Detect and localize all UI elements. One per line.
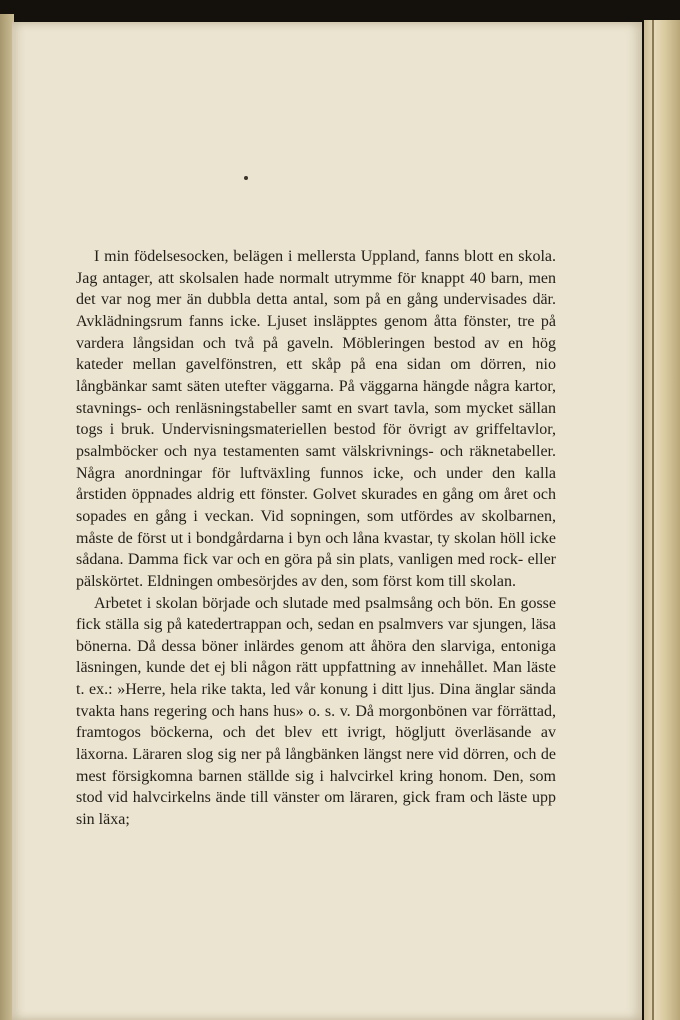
paragraph-2: Arbetet i skolan började och slutade med psalmsång och bön. En gosse fick ställa sig på katedertrappan och, sedan en psalmvers var sjungen, läsa bönerna. Då dessa böner inlärdes genom att åhöra den slarviga, entoniga läsningen, kunde det ej bli någon rätt uppfattning av innehållet. Man läste t. ex.: »Herre, hela rike takta, led vår konung i ditt ljus. Dina änglar sända tvakta hans regering och hans hus» o. s. v. Då morgonbönen var förrättad, framtogos böckerna, och det blev ett ivrigt, högljutt överläsande av läxorna. Läraren slog sig ner på långbänken längst nere vid dörren, och de mest försigkomna barnen ställde sig i halvcirkel kring honom. Den, som stod vid halvcirkelns ände till vänster om läraren, gick fram och läste upp sin läxa; [76, 594, 556, 829]
spine-divider [652, 20, 654, 1020]
body-text [76, 246, 556, 831]
page-mark [244, 176, 248, 180]
paragraph-1: I min födelsesocken, belägen i mellersta Uppland, fanns blott en skola. Jag antager, att skolsalen hade normalt utrymme för knappt 40 barn, men det var nog mer än dubbla detta antal, som på en gång undervisades där. Avklädningsrum fanns icke. Ljuset insläpptes genom åtta fönster, tre på vardera långsidan och två på gaveln. Möbleringen bestod av en hög kateder mellan gavelfönstren, ett skåp på ena sidan om dörren, nio långbänkar samt säten utefter väggarna. På väggarna hängde några kartor, stavnings- och renläsningstabeller samt en svart tavla, som mycket sällan togs i bruk. Undervisningsmateriellen bestod för övrigt av griffeltavlor, psalmböcker och nya testamenten samt välskrivnings- och räknetabeller. Några anordningar för luftväxling funnos icke, och under den kalla årstiden öppnades aldrig ett fönster. Golvet skurades en gång om året och sopades en gång i veckan. Vid sopningen, som utfördes av skolbarnen, måste de först ut i bondgårdarna i byn och låna kvastar, ty skolan höll icke sådana. Damma fick var och en göra på sin plats, vanligen med rock- eller pälskörtet. Eldningen ombesörjdes av den, som först kom till skolan. [76, 248, 556, 590]
book-spine [644, 20, 680, 1020]
